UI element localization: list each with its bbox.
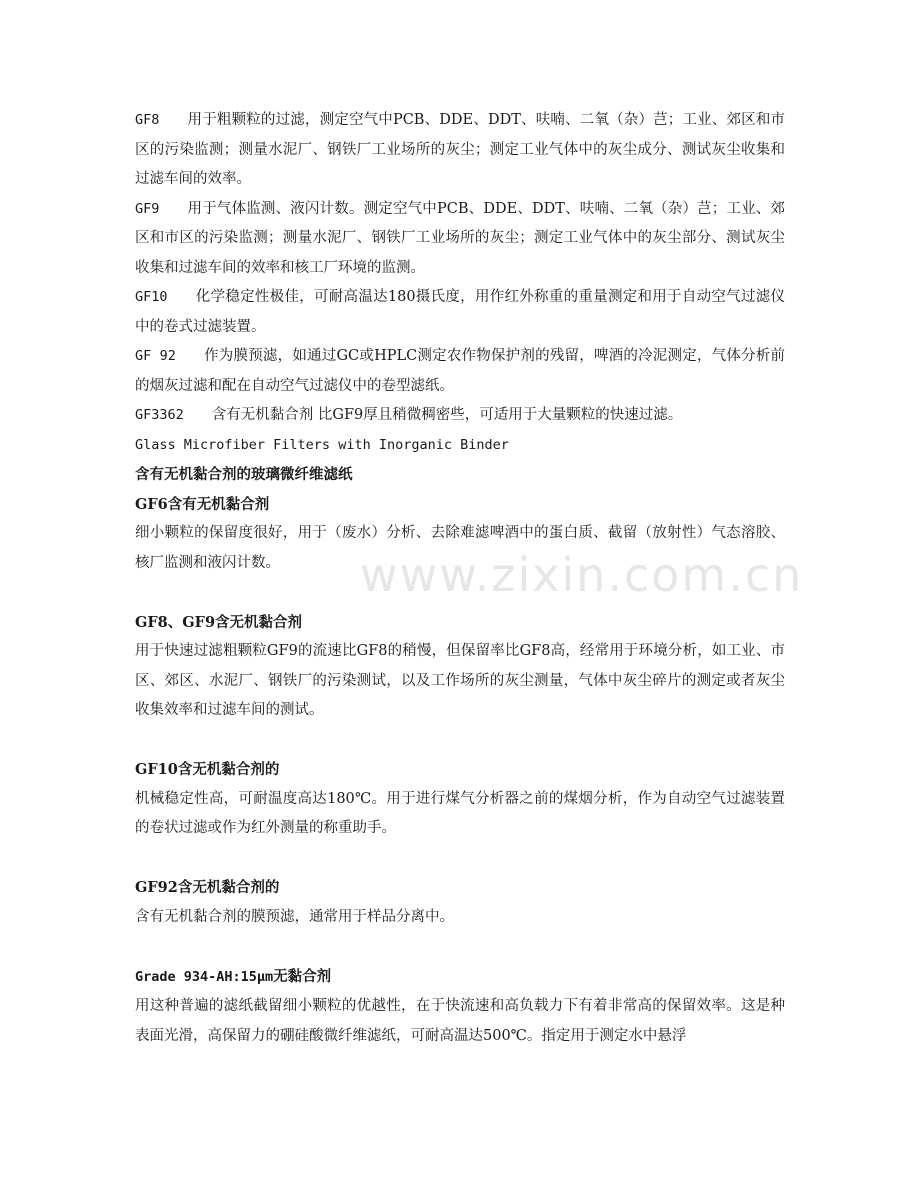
section-title-en: Glass Microfiber Filters with Inorganic Binder — [135, 436, 509, 453]
entry-title-label: 无黏合剂 — [273, 967, 332, 985]
item-code: GF10 — [135, 289, 168, 305]
entry-title-grade-934ah — [135, 962, 785, 993]
entry-title-gf10: GF10含无机黏合剂的 — [135, 761, 280, 778]
paragraph-gf8 — [135, 106, 785, 195]
item-code: GF9 — [135, 200, 160, 217]
item-code: GF8 — [135, 112, 160, 128]
entry-title-code: Grade 934-AH:15μm — [135, 968, 274, 985]
watermark: www.zixin.com.cn — [360, 548, 804, 602]
entry-title-gf8-gf9: GF8、GF9含无机黏合剂 — [135, 613, 303, 631]
paragraph-gf92 — [135, 342, 785, 401]
entry-text-gf6: 细小颗粒的保留度很好，用于（废水）分析、去除难滤啤酒中的蛋白质、截留（放射性）气态溶胶、核厂监测和液闪计数。 — [135, 525, 785, 571]
entry-title-gf6: GF6含有无机黏合剂 — [135, 495, 270, 513]
entry-title-gf92: GF92含无机黏合剂的 — [135, 879, 280, 896]
paragraph-gf10 — [135, 283, 785, 342]
section-title-cn: 含有无机黏合剂的玻璃微纤维滤纸 — [135, 466, 353, 483]
item-code: GF3362 — [135, 407, 184, 423]
item-text: 用于气体监测、液闪计数。测定空气中PCB、DDE、DDT、呋喃、二氧（杂）芑；工业、郊区和市区的污染监测；测量水泥厂、钢铁厂工业场所的灰尘；测定工业气体中的灰尘部分、测试灰尘收集和过滤车间的效率和核工厂环境的监测。 — [135, 200, 785, 276]
paragraph-gf9 — [135, 195, 785, 284]
item-text: 化学稳定性极佳，可耐高温达180摄氏度，用作红外称重的重量测定和用于自动空气过滤仪中的卷式过滤装置。 — [135, 289, 785, 335]
item-code: GF 92 — [135, 348, 176, 364]
entry-text-gf92: 含有无机黏合剂的膜预滤，通常用于样品分离中。 — [135, 908, 454, 925]
item-text: 作为膜预滤，如通过GC或HPLC测定农作物保护剂的残留，啤酒的冷泥测定，气体分析前的烟灰过滤和配在自动空气过滤仪中的卷型滤纸。 — [135, 348, 785, 394]
paragraph-gf3362 — [135, 401, 785, 431]
entry-text-gf10: 机械稳定性高，可耐温度高达180℃。用于进行煤气分析器之前的煤烟分析，作为自动空气过滤装置的卷状过滤或作为红外测量的称重助手。 — [135, 790, 785, 836]
entry-text-grade-934ah: 用这种普遍的滤纸截留细小颗粒的优越性，在于快流速和高负载力下有着非常高的保留效率。这是种表面光滑，高保留力的硼硅酸微纤维滤纸，可耐高温达500℃。指定用于测定水中悬浮 — [135, 998, 785, 1044]
document-content — [135, 106, 785, 1051]
entry-text-gf8-gf9: 用于快速过滤粗颗粒GF9的流速比GF8的稍慢，但保留率比GF8高，经常用于环境分析，如工业、市区、郊区、水泥厂、钢铁厂的污染测试，以及工作场所的灰尘测量，气体中灰尘碎片的测定或者灰尘收集效率和过滤车间的测试。 — [135, 643, 785, 718]
item-text: 用于粗颗粒的过滤，测定空气中PCB、DDE、DDT、呋喃、二氧（杂）芑；工业、郊区和市区的污染监测；测量水泥厂、钢铁厂工业场所的灰尘；测定工业气体中的灰尘成分、测试灰尘收集和过滤车间的效率。 — [135, 112, 785, 187]
item-text: 含有无机黏合剂 比GF9厚且稍微稠密些，可适用于大量颗粒的快速过滤。 — [211, 407, 683, 423]
